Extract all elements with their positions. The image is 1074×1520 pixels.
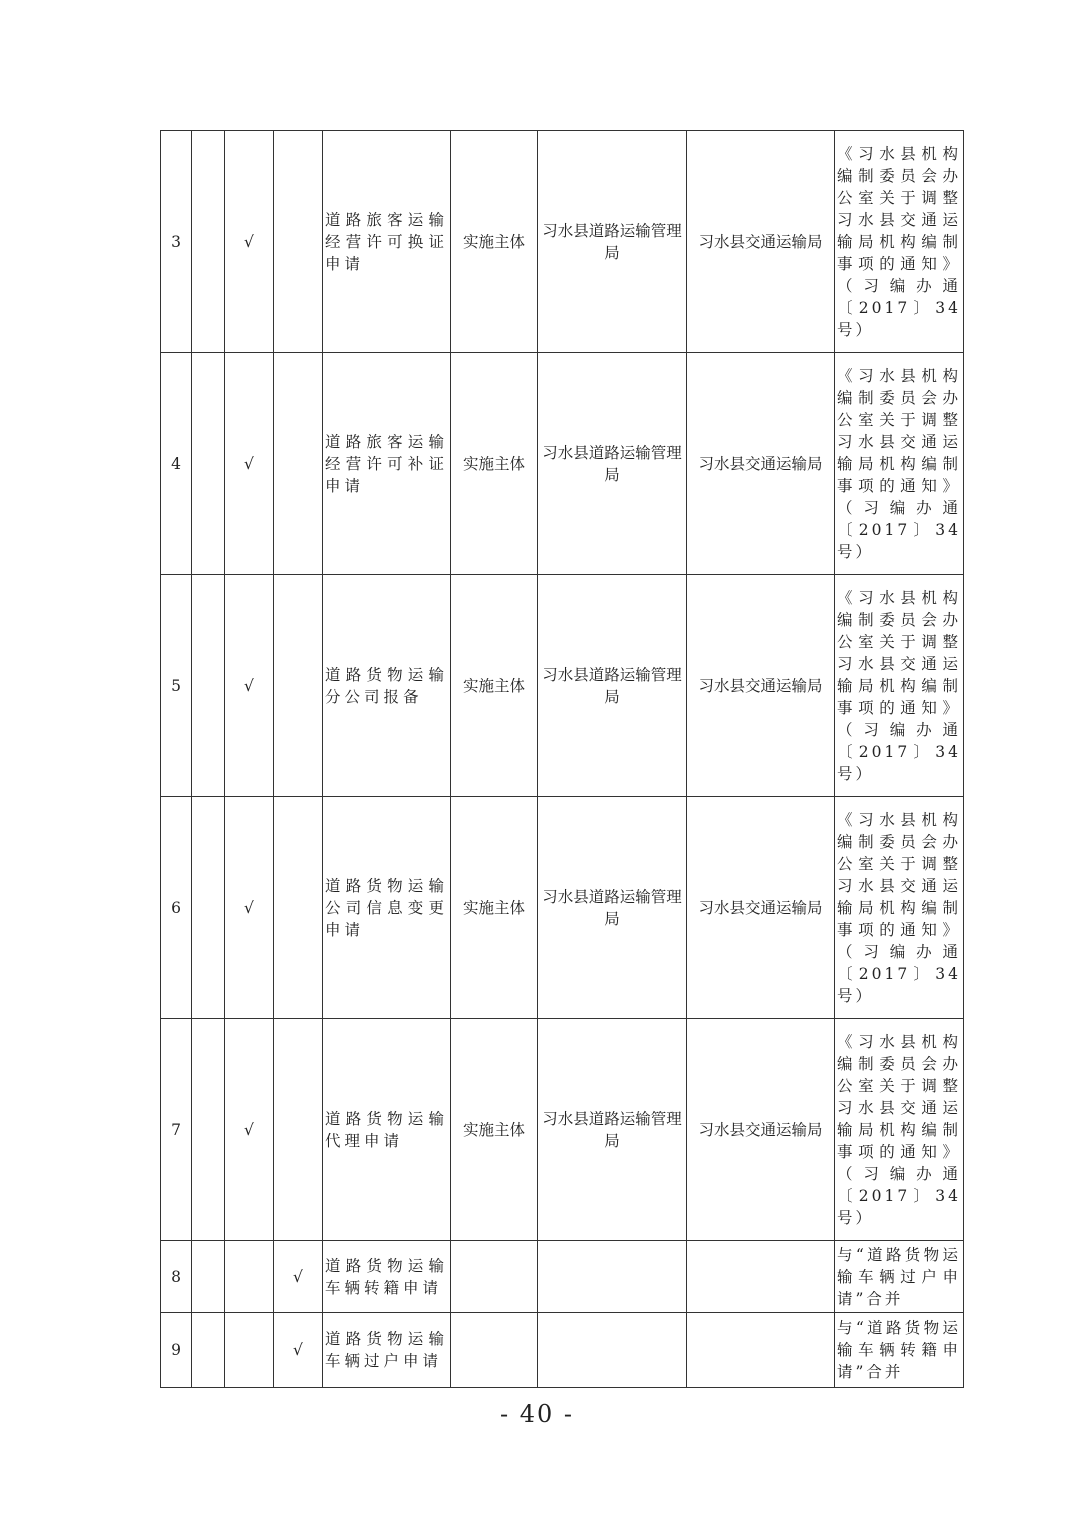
note-cell: 《习水县机构编制委员会办公室关于调整习水县交通运输局机构编制事项的通知》（习编办通〔2017〕34号） [835,797,964,1019]
row-number: 8 [161,1241,192,1313]
table-row [161,353,964,575]
role-cell: 实施主体 [451,575,538,797]
note-cell: 与“道路货物运输车辆转籍申请”合并 [835,1313,964,1388]
note-cell: 《习水县机构编制委员会办公室关于调整习水县交通运输局机构编制事项的通知》（习编办通〔2017〕34号） [835,1019,964,1241]
check-col-1 [192,1019,225,1241]
role-cell [451,1241,538,1313]
check-col-2 [225,1241,274,1313]
department [687,1313,835,1388]
implementing-org: 习水县道路运输管理局 [538,1019,687,1241]
check-col-3 [274,131,323,353]
check-col-3 [274,353,323,575]
check-col-1 [192,575,225,797]
role-cell: 实施主体 [451,1019,538,1241]
check-col-1 [192,797,225,1019]
item-name: 道路旅客运输经营许可补证申请 [323,353,451,575]
row-number: 6 [161,797,192,1019]
item-name: 道路货物运输分公司报备 [323,575,451,797]
document-table [160,130,964,1388]
note-cell: 《习水县机构编制委员会办公室关于调整习水县交通运输局机构编制事项的通知》（习编办通〔2017〕34号） [835,353,964,575]
implementing-org [538,1313,687,1388]
page-number: - 40 - [499,1400,574,1428]
check-col-2: √ [225,575,274,797]
row-number: 7 [161,1019,192,1241]
item-name: 道路货物运输车辆转籍申请 [323,1241,451,1313]
department [687,1241,835,1313]
row-number: 9 [161,1313,192,1388]
note-cell: 与“道路货物运输车辆过户申请”合并 [835,1241,964,1313]
check-col-2: √ [225,797,274,1019]
item-name: 道路货物运输公司信息变更申请 [323,797,451,1019]
table-row [161,1019,964,1241]
table-row [161,1313,964,1388]
row-number: 3 [161,131,192,353]
role-cell [451,1313,538,1388]
check-col-1 [192,353,225,575]
check-col-2: √ [225,353,274,575]
table-row [161,575,964,797]
row-number: 4 [161,353,192,575]
department: 习水县交通运输局 [687,353,835,575]
department: 习水县交通运输局 [687,575,835,797]
check-col-3 [274,797,323,1019]
check-col-1 [192,1241,225,1313]
implementing-org: 习水县道路运输管理局 [538,131,687,353]
implementing-org [538,1241,687,1313]
check-col-3 [274,575,323,797]
table-row [161,131,964,353]
table-row [161,797,964,1019]
implementing-org: 习水县道路运输管理局 [538,353,687,575]
implementing-org: 习水县道路运输管理局 [538,575,687,797]
table-row [161,1241,964,1313]
role-cell: 实施主体 [451,131,538,353]
check-col-2: √ [225,1019,274,1241]
role-cell: 实施主体 [451,797,538,1019]
check-col-3: √ [274,1241,323,1313]
check-col-2 [225,1313,274,1388]
department: 习水县交通运输局 [687,131,835,353]
department: 习水县交通运输局 [687,1019,835,1241]
department: 习水县交通运输局 [687,797,835,1019]
note-cell: 《习水县机构编制委员会办公室关于调整习水县交通运输局机构编制事项的通知》（习编办通〔2017〕34号） [835,575,964,797]
note-cell: 《习水县机构编制委员会办公室关于调整习水县交通运输局机构编制事项的通知》（习编办通〔2017〕34号） [835,131,964,353]
check-col-3 [274,1019,323,1241]
row-number: 5 [161,575,192,797]
check-col-2: √ [225,131,274,353]
check-col-3: √ [274,1313,323,1388]
role-cell: 实施主体 [451,353,538,575]
check-col-1 [192,131,225,353]
item-name: 道路旅客运输经营许可换证申请 [323,131,451,353]
check-col-1 [192,1313,225,1388]
implementing-org: 习水县道路运输管理局 [538,797,687,1019]
item-name: 道路货物运输车辆过户申请 [323,1313,451,1388]
item-name: 道路货物运输代理申请 [323,1019,451,1241]
